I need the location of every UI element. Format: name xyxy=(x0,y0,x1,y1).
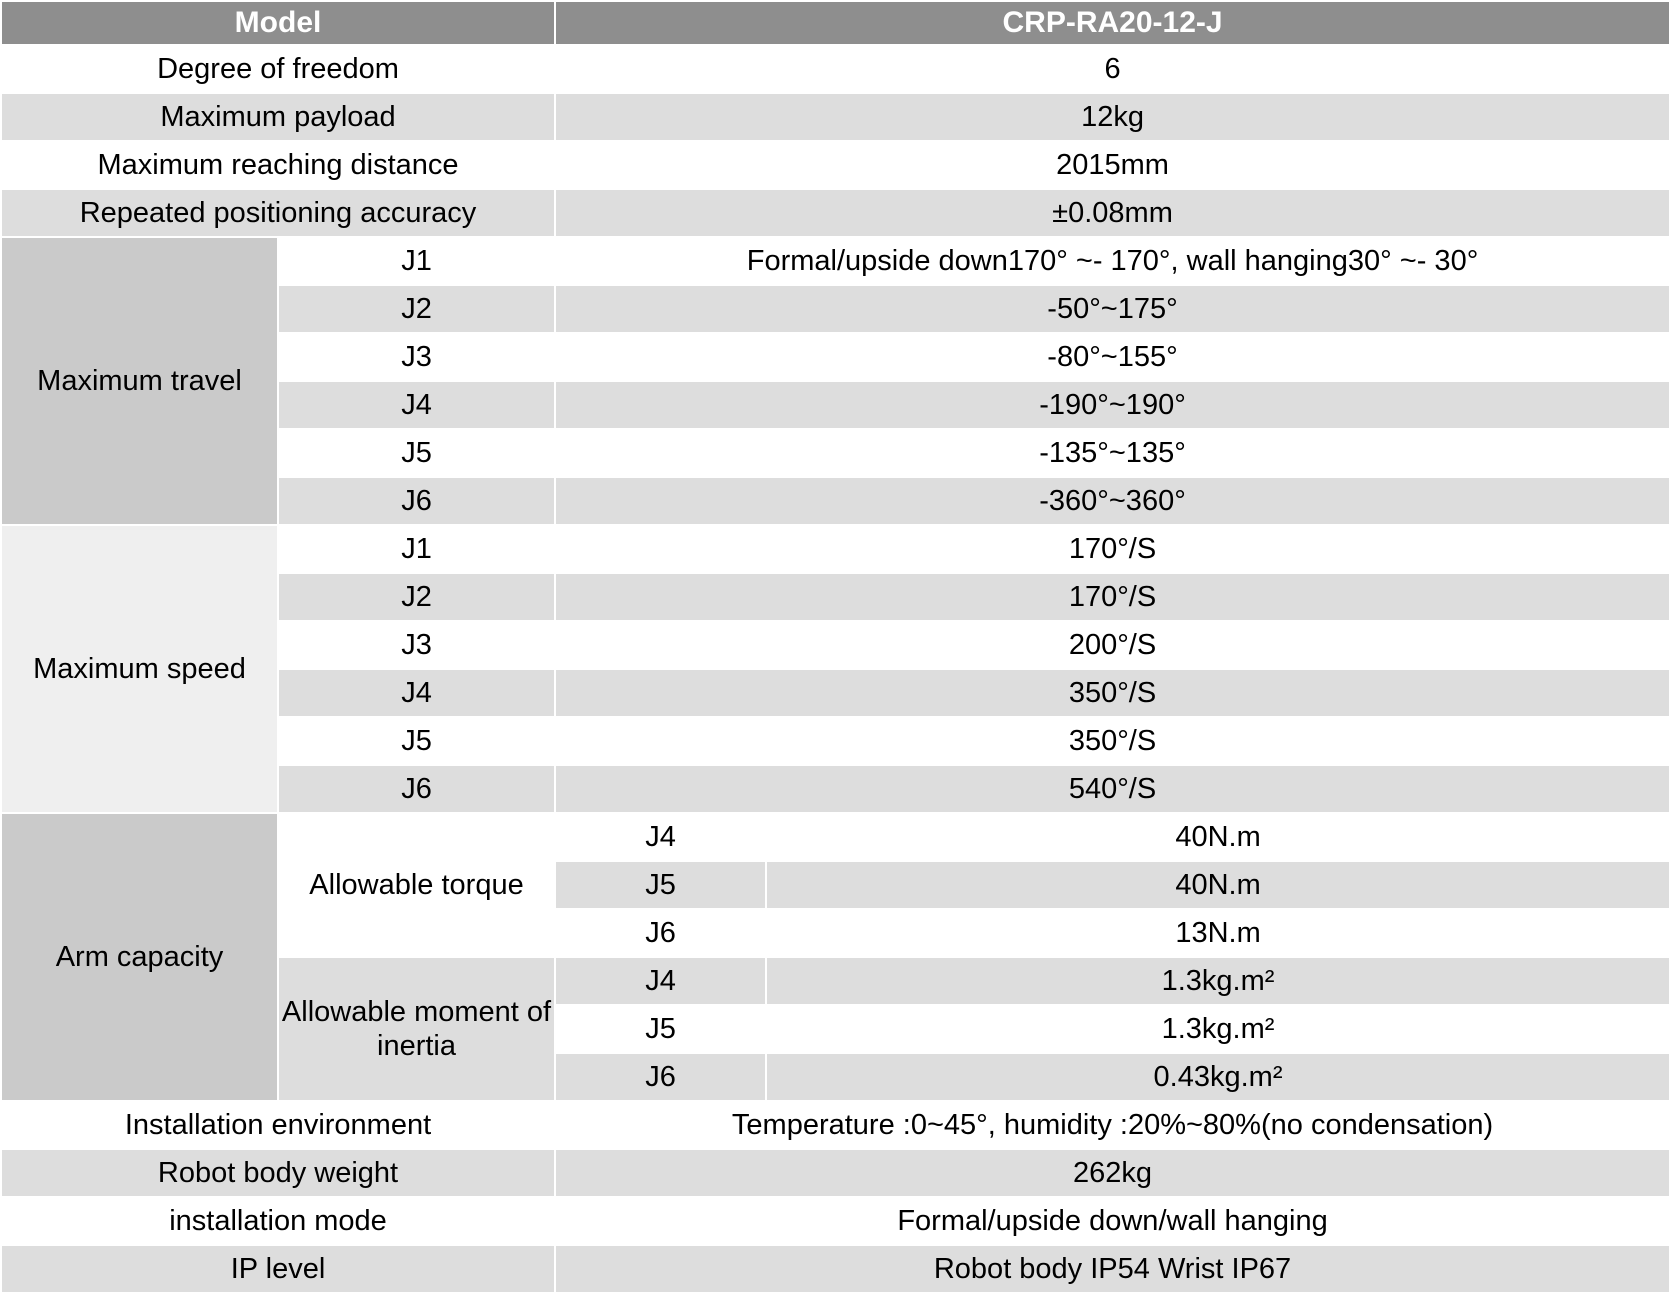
spec-value: 350°/S xyxy=(555,717,1669,765)
joint-label: J1 xyxy=(278,525,555,573)
model-value: CRP-RA20-12-J xyxy=(555,1,1669,45)
spec-label: Degree of freedom xyxy=(1,45,555,93)
spec-value: 2015mm xyxy=(555,141,1669,189)
spec-label: Maximum reaching distance xyxy=(1,141,555,189)
joint-label: J3 xyxy=(278,333,555,381)
spec-value: -190°~190° xyxy=(555,381,1669,429)
table-row xyxy=(1,813,1669,861)
header-row xyxy=(1,1,1669,45)
table-row xyxy=(1,93,1669,141)
joint-label: J4 xyxy=(278,669,555,717)
spec-value: ±0.08mm xyxy=(555,189,1669,237)
joint-label: J6 xyxy=(555,1053,766,1101)
spec-value: 1.3kg.m² xyxy=(766,957,1669,1005)
spec-value: 12kg xyxy=(555,93,1669,141)
table-row xyxy=(1,189,1669,237)
joint-label: J5 xyxy=(278,717,555,765)
spec-value: 170°/S xyxy=(555,573,1669,621)
joint-label: J5 xyxy=(278,429,555,477)
table-row xyxy=(1,237,1669,285)
spec-value: 540°/S xyxy=(555,765,1669,813)
spec-value: 200°/S xyxy=(555,621,1669,669)
joint-label: J5 xyxy=(555,861,766,909)
inertia-label: Allowable moment of inertia xyxy=(278,957,555,1101)
spec-value: -80°~155° xyxy=(555,333,1669,381)
torque-label: Allowable torque xyxy=(278,813,555,957)
table-row xyxy=(1,1245,1669,1293)
spec-label: Installation environment xyxy=(1,1101,555,1149)
travel-group-label: Maximum travel xyxy=(1,237,278,525)
spec-value: 170°/S xyxy=(555,525,1669,573)
table-row xyxy=(1,1197,1669,1245)
joint-label: J3 xyxy=(278,621,555,669)
spec-value: -50°~175° xyxy=(555,285,1669,333)
spec-value: 40N.m xyxy=(766,861,1669,909)
table-row xyxy=(1,525,1669,573)
spec-value: Formal/upside down/wall hanging xyxy=(555,1197,1669,1245)
spec-label: installation mode xyxy=(1,1197,555,1245)
spec-value: Formal/upside down170° ~- 170°, wall hanging30° ~- 30° xyxy=(555,237,1669,285)
spec-value: -135°~135° xyxy=(555,429,1669,477)
table-row xyxy=(1,1101,1669,1149)
spec-value: 6 xyxy=(555,45,1669,93)
spec-label: Robot body weight xyxy=(1,1149,555,1197)
table-row xyxy=(1,45,1669,93)
joint-label: J5 xyxy=(555,1005,766,1053)
spec-value: -360°~360° xyxy=(555,477,1669,525)
spec-value: 40N.m xyxy=(766,813,1669,861)
spec-value: Temperature :0~45°, humidity :20%~80%(no condensation) xyxy=(555,1101,1669,1149)
table-row xyxy=(1,1149,1669,1197)
joint-label: J4 xyxy=(278,381,555,429)
spec-value: 350°/S xyxy=(555,669,1669,717)
spec-value: Robot body IP54 Wrist IP67 xyxy=(555,1245,1669,1293)
joint-label: J4 xyxy=(555,813,766,861)
joint-label: J6 xyxy=(278,477,555,525)
joint-label: J2 xyxy=(278,285,555,333)
joint-label: J2 xyxy=(278,573,555,621)
arm-group-label: Arm capacity xyxy=(1,813,278,1101)
joint-label: J6 xyxy=(555,909,766,957)
model-label: Model xyxy=(1,1,555,45)
joint-label: J6 xyxy=(278,765,555,813)
spec-label: IP level xyxy=(1,1245,555,1293)
joint-label: J4 xyxy=(555,957,766,1005)
spec-label: Repeated positioning accuracy xyxy=(1,189,555,237)
joint-label: J1 xyxy=(278,237,555,285)
spec-value: 1.3kg.m² xyxy=(766,1005,1669,1053)
table-row xyxy=(1,141,1669,189)
spec-value: 13N.m xyxy=(766,909,1669,957)
speed-group-label: Maximum speed xyxy=(1,525,278,813)
spec-value: 0.43kg.m² xyxy=(766,1053,1669,1101)
spec-value: 262kg xyxy=(555,1149,1669,1197)
spec-label: Maximum payload xyxy=(1,93,555,141)
